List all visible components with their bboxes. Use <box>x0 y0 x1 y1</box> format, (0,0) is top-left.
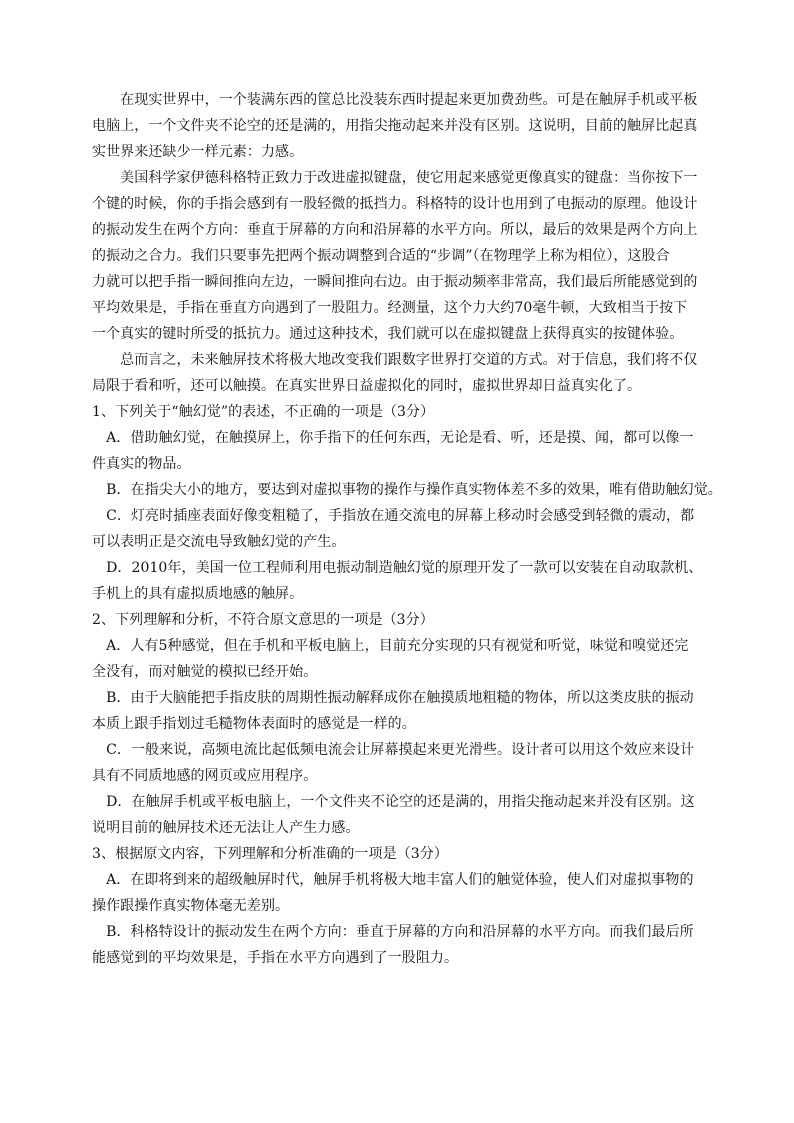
paragraph-line: 的振动发生在两个方向：垂直于屏幕的方向和沿屏幕的水平方向。所以，最后的效果是两个方向上 <box>92 222 698 238</box>
paragraph-line: 在现实世界中，一个装满东西的筐总比没装东西时提起来更加费劲些。可是在触屏手机或平板 <box>92 92 698 108</box>
answer-option: D．在触屏手机或平板电脑上，一个文件夹不论空的还是满的，用指尖拖动起来并没有区别。这 <box>92 794 695 810</box>
question-stem: 1、下列关于“触幻觉”的表述，不正确的一项是（3分） <box>92 404 435 420</box>
question-stem: 2、下列理解和分析，不符合原文意思的一项是（3分） <box>92 612 434 628</box>
paragraph-line: 实世界来还缺少一样元素：力感。 <box>92 144 304 160</box>
answer-option: 手机上的具有虚拟质地感的触屏。 <box>92 586 304 602</box>
paragraph-line: 平均效果是，手指在垂直方向遇到了一股阻力。经测量，这个力大约70毫牛顿，大致相当于按下 <box>92 300 688 316</box>
paragraph-line: 电脑上，一个文件夹不论空的还是满的，用指尖拖动起来并没有区别。这说明，目前的触屏比起真 <box>92 118 698 134</box>
paragraph-line: 美国科学家伊德科格特正致力于改进虚拟键盘，使它用起来感觉更像真实的键盘：当你按下一 <box>92 170 698 186</box>
answer-option: B．由于大脑能把手指皮肤的周期性振动解释成你在触摸质地粗糙的物体，所以这类皮肤的振动 <box>92 690 694 706</box>
answer-option: A．借助触幻觉，在触摸屏上，你手指下的任何东西，无论是看、听，还是摸、闻，都可以像一 <box>92 430 694 446</box>
answer-option: A．在即将到来的超级触屏时代，触屏手机将极大地丰富人们的触觉体验，使人们对虚拟事物的 <box>92 872 694 888</box>
paragraph-line: 一个真实的键时所受的抵抗力。通过这种技术，我们就可以在虚拟键盘上获得真实的按键体验。 <box>92 326 684 342</box>
answer-option: 具有不同质地感的网页或应用程序。 <box>92 768 318 784</box>
answer-option: 全没有，而对触觉的模拟已经开始。 <box>92 664 318 680</box>
question-stem: 3、根据原文内容，下列理解和分析准确的一项是（3分） <box>92 846 448 862</box>
paragraph-line: 的振动之合力。我们只要事先把两个振动调整到合适的“步调”（在物理学上称为相位），这股合 <box>92 248 670 264</box>
answer-option: B．科格特设计的振动发生在两个方向：垂直于屏幕的方向和沿屏幕的水平方向。而我们最后所 <box>92 924 694 940</box>
answer-option: 说明目前的触屏技术还无法让人产生力感。 <box>92 820 360 836</box>
answer-option: 能感觉到的平均效果是，手指在水平方向遇到了一股阻力。 <box>92 950 459 966</box>
answer-option: D．2010年，美国一位工程师利用电振动制造触幻觉的原理开发了一款可以安装在自动取款机、 <box>92 560 703 576</box>
paragraph-line: 局限于看和听，还可以触摸。在真实世界日益虚拟化的同时，虚拟世界却日益真实化了。 <box>92 378 642 394</box>
answer-option: A．人有5种感觉，但在手机和平板电脑上，目前充分实现的只有视觉和听觉，味觉和嗅觉还完 <box>92 638 689 654</box>
answer-option: 本质上跟手指划过毛糙物体表面时的感觉是一样的。 <box>92 716 416 732</box>
paragraph-line: 力就可以把手指一瞬间推向左边，一瞬间推向右边。由于振动频率非常高，我们最后所能感觉到的 <box>92 274 698 290</box>
answer-option: C．一般来说，高频电流比起低频电流会让屏幕摸起来更光滑些。设计者可以用这个效应来设计 <box>92 742 695 758</box>
paragraph-line: 个键的时候，你的手指会感到有一股轻微的抵挡力。科格特的设计也用到了电振动的原理。他设计 <box>92 196 698 212</box>
answer-option: B．在指尖大小的地方，要达到对虚拟事物的操作与操作真实物体差不多的效果，唯有借助触幻觉。 <box>92 482 722 498</box>
answer-option: 件真实的物品。 <box>92 456 191 472</box>
answer-option: 操作跟操作真实物体毫无差别。 <box>92 898 290 914</box>
answer-option: 可以表明正是交流电导致触幻觉的产生。 <box>92 534 346 550</box>
paragraph-line: 总而言之，未来触屏技术将极大地改变我们跟数字世界打交道的方式。对于信息，我们将不仅 <box>92 352 698 368</box>
answer-option: C．灯亮时插座表面好像变粗糙了，手指放在通交流电的屏幕上移动时会感受到轻微的震动，都 <box>92 508 695 524</box>
